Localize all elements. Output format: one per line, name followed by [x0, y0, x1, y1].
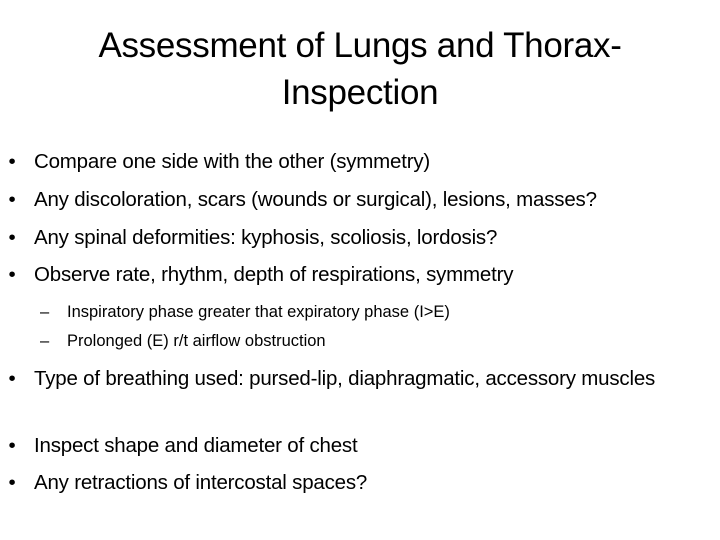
bullet-marker: • [8, 367, 16, 390]
bullet-marker: • [8, 150, 16, 173]
bullet-marker: • [8, 226, 16, 249]
bullet-text: Type of breathing used: pursed-lip, diaphragmatic, accessory muscles [34, 367, 656, 390]
bullet-text: Inspect shape and diameter of chest [34, 434, 358, 457]
sub-bullet-text: Inspiratory phase greater that expiratory phase (I>E) [67, 303, 450, 321]
slide-title-line-2: Inspection [281, 73, 439, 112]
bullet-text: Any discoloration, scars (wounds or surgical), lesions, masses? [34, 188, 597, 211]
bullet-marker: • [8, 263, 16, 286]
sub-bullet-text: Prolonged (E) r/t airflow obstruction [67, 332, 326, 350]
bullet-text: Compare one side with the other (symmetry) [34, 150, 431, 173]
slide-title [40, 22, 680, 116]
bullet-text: Observe rate, rhythm, depth of respirations, symmetry [34, 263, 514, 286]
slide-title-line-1: Assessment of Lungs and Thorax- [98, 26, 622, 65]
bullet-text: Any spinal deformities: kyphosis, scoliosis, lordosis? [34, 226, 498, 249]
bullet-marker: • [8, 434, 16, 457]
sub-bullet-marker: – [40, 303, 50, 321]
bullet-text: Any retractions of intercostal spaces? [34, 471, 368, 494]
bullet-marker: • [8, 471, 16, 494]
sub-bullet-marker: – [40, 332, 50, 350]
bullet-marker: • [8, 188, 16, 211]
